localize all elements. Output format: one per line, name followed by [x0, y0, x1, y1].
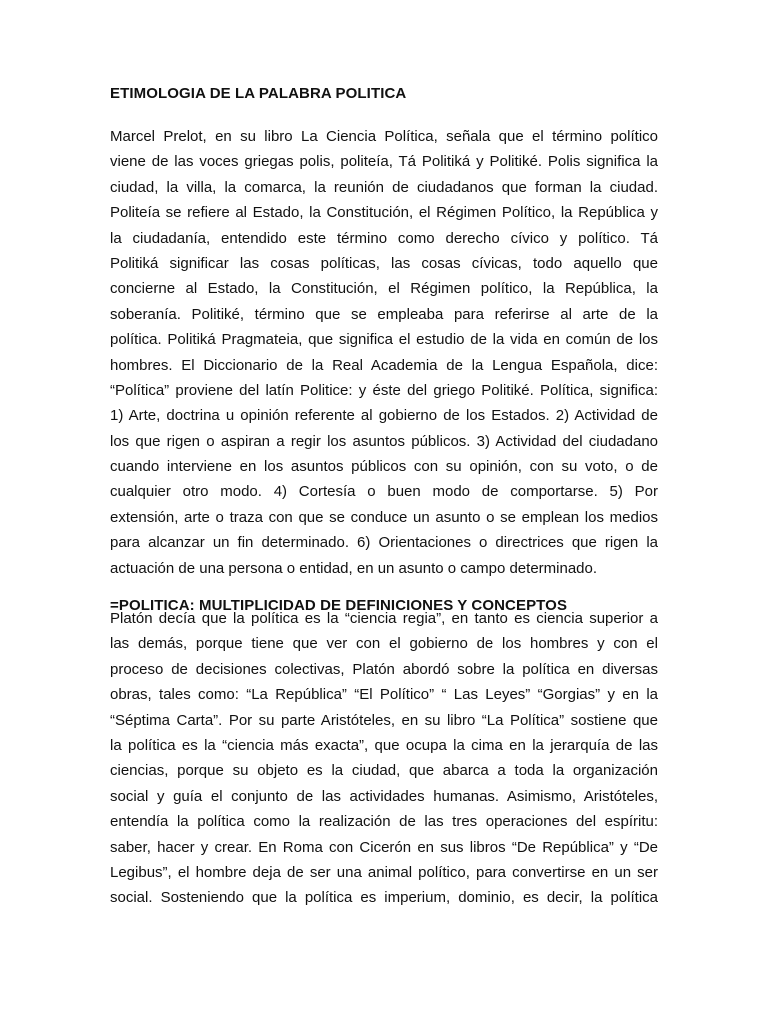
paragraph-multiplicidad: [110, 606, 658, 911]
text-line: soberanía. Politiké, término que se empleaba para referirse al arte de la: [110, 305, 658, 323]
paragraph-etimologia: [110, 124, 658, 581]
text-line: “Política” proviene del latín Politice: y éste del griego Politiké. Política, significa:: [110, 381, 658, 399]
text-line: Politeía se refiere al Estado, la Constitución, el Régimen Político, la República y: [110, 204, 658, 222]
text-line: las demás, porque tiene que ver con el gobierno de los hombres y con el: [110, 635, 658, 653]
text-line: cuando interviene en los asuntos públicos con su opinión, con su voto, o de: [110, 458, 658, 476]
text-line: Politiká significar las cosas políticas, las cosas cívicas, todo aquello que: [110, 254, 658, 272]
text-line: ciudad, la villa, la comarca, la reunión de ciudadanos que forman la ciudad.: [110, 178, 658, 196]
text-line: entendía la política como la realización de las tres operaciones del espíritu:: [110, 813, 658, 831]
text-line: para alcanzar un fin determinado. 6) Orientaciones o directrices que rigen la: [110, 534, 658, 552]
text-line: extensión, arte o traza con que se conduce un asunto o se emplean los medios: [110, 508, 658, 526]
section-heading-multiplicidad: =POLITICA: MULTIPLICIDAD DE DEFINICIONES Y CONCEPTOS: [110, 597, 568, 614]
text-line: viene de las voces griegas polis, politeía, Tá Politiká y Politiké. Polis significa la: [110, 153, 658, 171]
text-line: “Séptima Carta”. Por su parte Aristóteles, en su libro “La Política” sostiene que: [110, 711, 658, 729]
text-line: social. Sosteniendo que la política es imperium, dominio, es decir, la política: [110, 889, 658, 907]
text-line: cualquier otro modo. 4) Cortesía o buen modo de comportarse. 5) Por: [110, 483, 658, 501]
text-line: proceso de decisiones colectivas, Platón abordó sobre la política en diversas: [110, 660, 658, 678]
text-line: social y guía el conjunto de las actividades humanas. Asimismo, Aristóteles,: [110, 787, 658, 805]
text-line: Marcel Prelot, en su libro La Ciencia Política, señala que el término político: [110, 128, 658, 145]
section-heading-etimologia: ETIMOLOGIA DE LA PALABRA POLITICA: [110, 85, 407, 102]
text-line: Legibus”, el hombre deja de ser una animal político, para convertirse en un ser: [110, 863, 658, 881]
text-line: obras, tales como: “La República” “El Político” “ Las Leyes” “Gorgias” y en la: [110, 686, 658, 704]
text-line: la política es la “ciencia más exacta”, que ocupa la cima en la jerarquía de las: [110, 736, 658, 754]
text-line: saber, hacer y crear. En Roma con Cicerón en sus libros “De República” y “De: [110, 838, 658, 856]
text-line: la ciudadanía, entendido este término como derecho cívico y político. Tá: [110, 229, 658, 247]
text-line: los que rigen o aspiran a regir los asuntos públicos. 3) Actividad del ciudadano: [110, 432, 658, 450]
text-line: concierne al Estado, la Constitución, el Régimen político, la República, la: [110, 280, 658, 298]
text-line: 1) Arte, doctrina u opinión referente al gobierno de los Estados. 2) Actividad de: [110, 407, 658, 425]
text-line: Platón decía que la política es la “ciencia regia”, en tanto es ciencia superior a: [110, 610, 658, 627]
text-line: política. Politiká Pragmateia, que significa el estudio de la vida en común de los: [110, 331, 658, 349]
text-line: hombres. El Diccionario de la Real Academia de la Lengua Española, dice:: [110, 356, 658, 374]
text-line: actuación de una persona o entidad, en un asunto o campo determinado.: [110, 559, 598, 577]
text-line: ciencias, porque su objeto es la ciudad, que abarca a toda la organización: [110, 762, 658, 780]
